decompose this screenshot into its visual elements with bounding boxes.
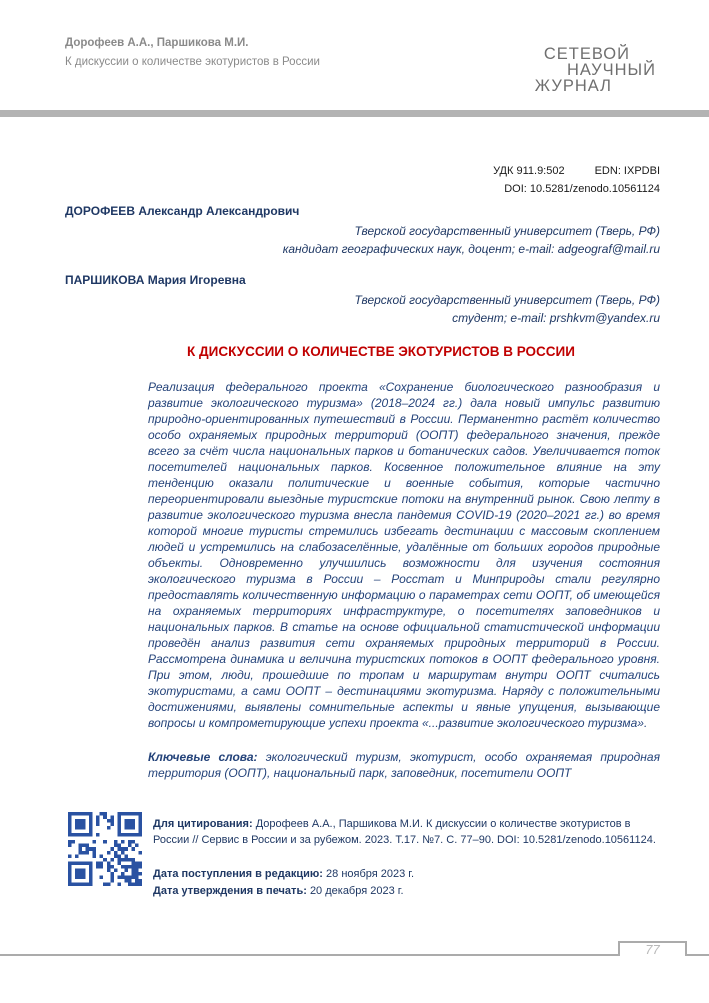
footer-rule-left xyxy=(0,954,618,956)
journal-logo-line-3: ЖУРНАЛ xyxy=(534,77,612,95)
page-number: 77 xyxy=(645,942,660,957)
received-date-value: 28 ноября 2023 г. xyxy=(326,868,415,880)
received-date-line xyxy=(153,866,660,883)
citation-label: Для цитирования: xyxy=(153,818,253,830)
keywords-label: Ключевые слова: xyxy=(148,750,258,764)
author-1-name: ДОРОФЕЕВ Александр Александрович xyxy=(65,204,300,218)
journal-logo-line-1: СЕТЕВОЙ xyxy=(543,45,630,63)
header-divider-bar xyxy=(0,110,709,117)
abstract-text: Реализация федерального проекта «Сохранение биологического разнообразия и развитие экологического туризма» (2018–2024 гг.) дала новый импульс развитию природно-ориентированных путешествий в России. Перманентно растёт количество особо охраняемых природных территорий (ООПТ) федерального значения, прежде всего за счёт числа национальных парков и ботанических садов. Увеличивается поток посетителей национальных парков. Косвенное положительное влияние на эту тенденцию оказали политические и военные события, которые частично переориентировали выездные туристские потоки на внутренний рынок. Свою лепту в развитие экологического туризма внесла пандемия COVID-19 (2020–2021 гг.) во время которой многие туристы стремились избегать дестинации с массовым скоплением людей и устремились на слабозаселённые, удалённые от больших городов природные объекты. Одновременно улучшились возможности для изучения состояния экологического туризма в России – Росстат и Минприроды стали регулярно предоставлять количественную информацию о параметрах сети ООПТ, об имеющейся на охраняемых территориях инфраструктуре, о посетителях заповедников и национальных парков. В статье на основе официальной статистической информации проведён анализ развития сети охраняемых природных территорий в России. Рассмотрена динамика и величина туристских потоков в ООПТ федерального уровня. При этом, люди, прошедшие по тропам и маршрутам внутри ООПТ считались экотуристами, а сами ООПТ – дестинациями экотуризма. Наряду с положительными достижениями, выявлены сомнительные аспекты и явные упущения, вызывающие вопросы и компрометирующие успехи проекта «...развитие экологического туризма». xyxy=(148,380,660,730)
page-number-tab xyxy=(618,941,687,956)
author-2-university: Тверской государственный университет (Тверь, РФ) xyxy=(354,293,660,307)
edn-code: EDN: IXPDBI xyxy=(594,165,660,177)
running-head-authors: Дорофеев А.А., Паршикова М.И. xyxy=(65,37,249,49)
udc-code: УДК 911.9:502 xyxy=(493,165,565,177)
doi-line: DOI: 10.5281/zenodo.10561124 xyxy=(504,182,660,195)
accepted-date-label: Дата утверждения в печать: xyxy=(153,884,307,897)
keywords-line xyxy=(148,749,660,781)
keywords-text: экологический туризм, экотурист, особо охраняемая природная территория (ООПТ), национальный парк, заповедник, посетители ООПТ xyxy=(148,750,660,780)
article-title: К ДИСКУССИИ О КОЛИЧЕСТВЕ ЭКОТУРИСТОВ В РОССИИ xyxy=(187,344,575,359)
footer-rule-right xyxy=(687,954,709,956)
author-1-university: Тверской государственный университет (Тверь, РФ) xyxy=(354,224,660,238)
journal-logo-line-2: НАУЧНЫЙ xyxy=(566,61,656,79)
received-date-label: Дата поступления в редакцию: xyxy=(153,868,323,880)
citation-reference: Дорофеев А.А., Паршикова М.И. К дискуссии о количестве экотуристов в России // Сервис в России и за рубежом. 2023. Т.17. №7. С. 77–90. DOI: 10.5281/zenodo.10561124. xyxy=(153,818,656,846)
author-1-details: кандидат географических наук, доцент; e-mail: adgeograf@mail.ru xyxy=(282,242,660,256)
citation-block xyxy=(65,810,660,899)
abstract-block xyxy=(148,379,660,781)
accepted-date-line xyxy=(153,883,660,900)
dates-block xyxy=(153,866,660,899)
running-head-title: К дискуссии о количестве экотуристов в России xyxy=(65,56,320,68)
article-meta xyxy=(493,163,660,198)
author-1-affiliation xyxy=(283,222,660,258)
running-head xyxy=(65,36,320,70)
author-2-name: ПАРШИКОВА Мария Игоревна xyxy=(65,273,246,287)
citation-text-wrap xyxy=(153,810,660,899)
journal-logo xyxy=(535,46,656,94)
udc-edn-line xyxy=(493,163,660,181)
author-2-affiliation xyxy=(355,291,660,327)
accepted-date-value: 20 декабря 2023 г. xyxy=(309,884,404,897)
qr-code xyxy=(68,812,142,886)
citation-line xyxy=(153,816,660,848)
author-2-details: студент; e-mail: prshkvm@yandex.ru xyxy=(452,311,660,325)
